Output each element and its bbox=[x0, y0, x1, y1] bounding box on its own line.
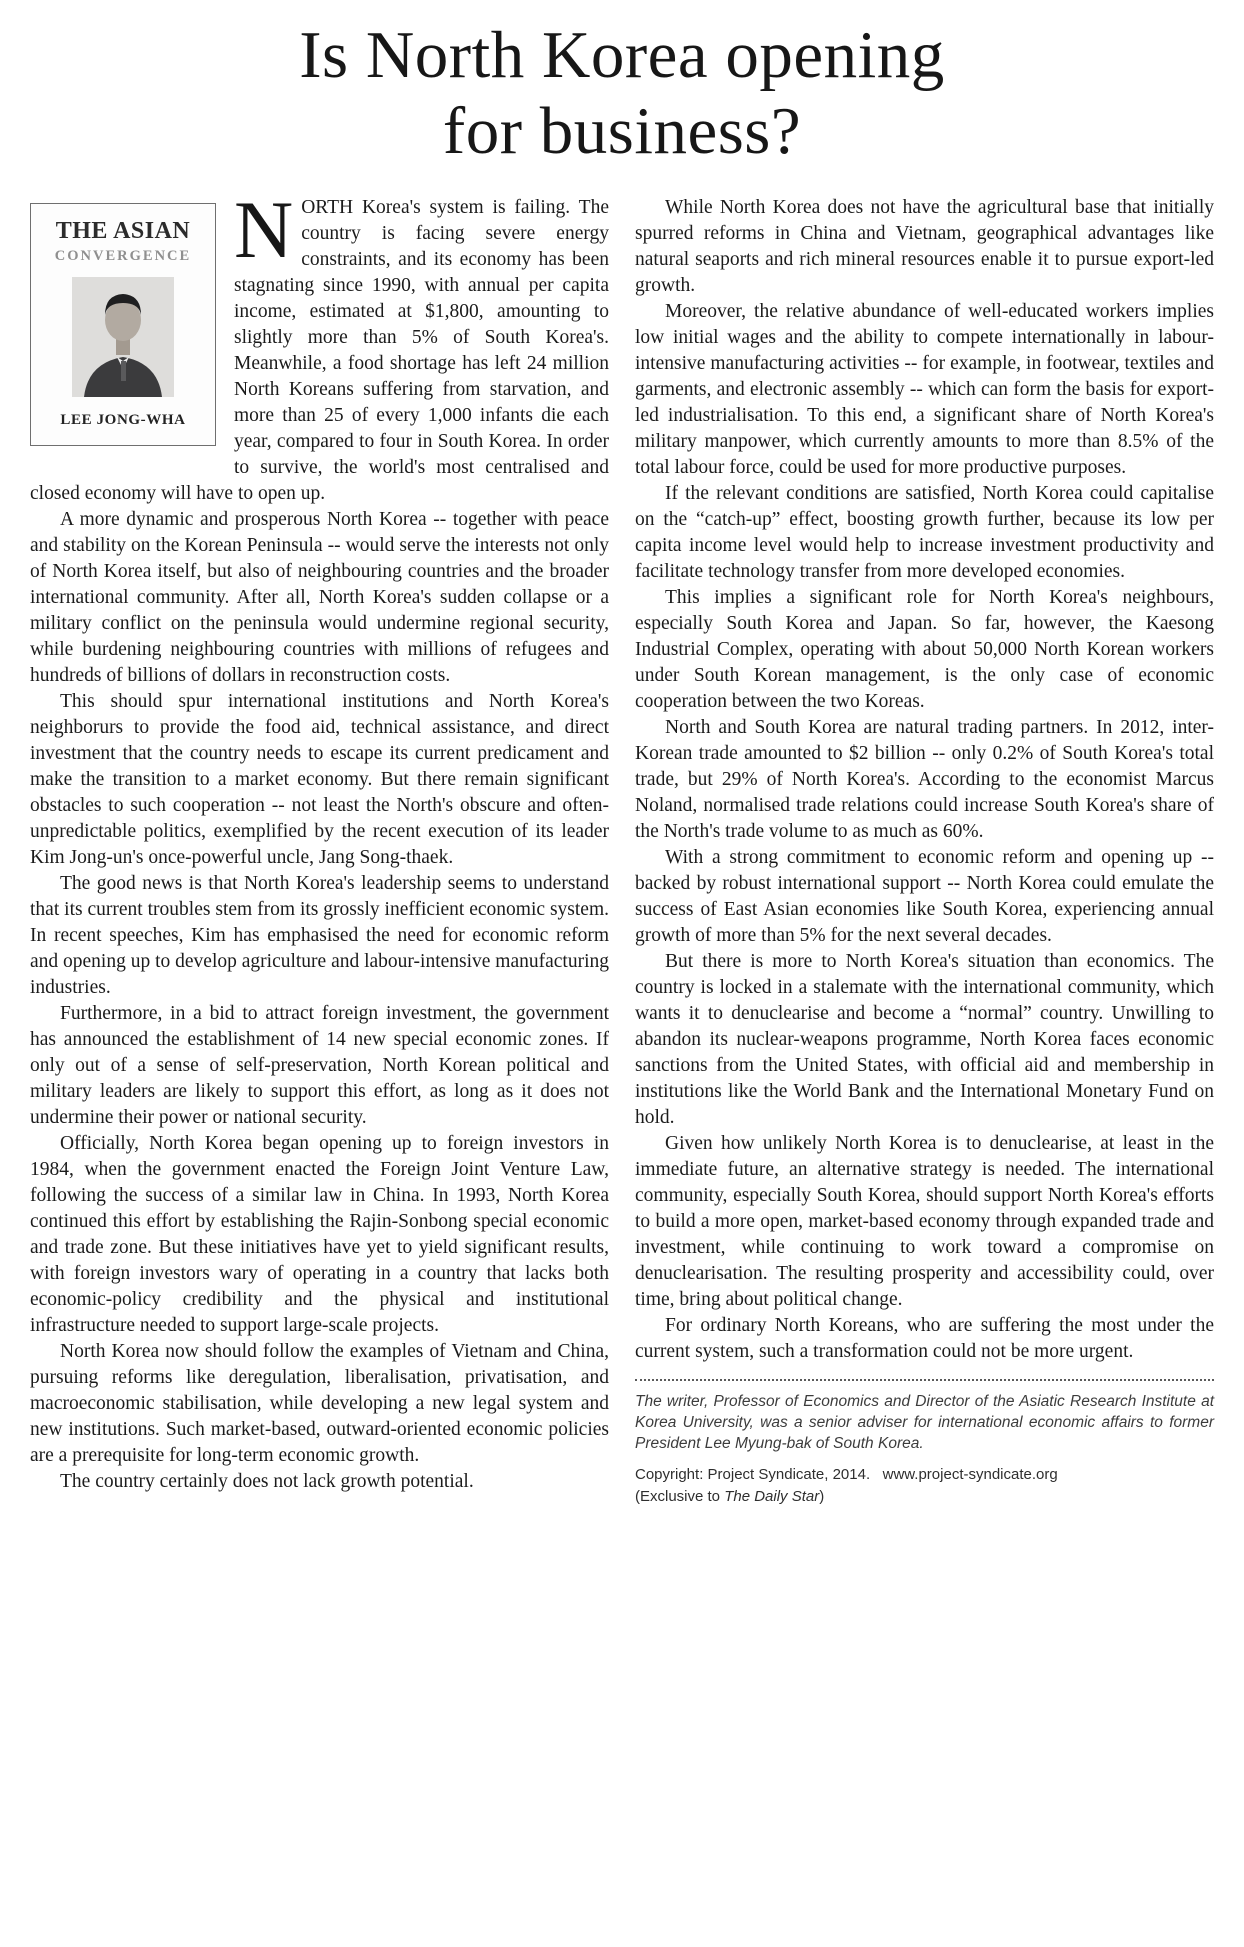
exclusive-line bbox=[635, 1486, 1214, 1508]
article-paragraph: With a strong commitment to economic reform and opening up -- backed by robust international support -- North Korea could emulate the success of East Asian economies like South Korea, experiencing annual growth of more than 5% for the next several decades. bbox=[635, 847, 1214, 947]
series-subtitle: CONVERGENCE bbox=[54, 247, 192, 264]
drop-cap: N bbox=[234, 184, 294, 276]
article-paragraph: North Korea now should follow the examples of Vietnam and China, pursuing reforms like deregulation, liberalisation, privatisation, and macroeconomic stabilisation, while developing a new legal system and new institutions. Such market-based, outward-oriented economic policies are a prerequisite for long-term economic growth. bbox=[30, 1341, 609, 1467]
exclusive-publication-name: The Daily Star bbox=[724, 1488, 820, 1506]
article-columns bbox=[30, 184, 1214, 1508]
dotted-divider bbox=[635, 1379, 1214, 1381]
article-paragraph: This should spur international institutions and North Korea's neighborurs to provide the food aid, technical assistance, and direct investment that the country needs to escape its current predicament and make the transition to a market economy. But there remain significant obstacles to such cooperation -- not least the North's obscure and often-unpredictable politics, exemplified by the recent execution of its leader Kim Jong-un's once-powerful uncle, Jang Song-thaek. bbox=[30, 691, 609, 869]
author-bio: The writer, Professor of Economics and Director of the Asiatic Research Institute at Korea University, was a senior adviser for international economic affairs to former President Lee Myung-bak of South Korea. bbox=[635, 1393, 1214, 1453]
article-paragraph: Officially, North Korea began opening up to foreign investors in 1984, when the government enacted the Foreign Joint Venture Law, following the success of a similar law in China. In 1993, North Korea continued this effort by establishing the Rajin-Sonbong special economic and trade zone. But these initiatives have yet to yield significant results, with foreign investors wary of operating in a country that lacks both economic-policy credibility and the physical and institutional infrastructure needed to support large-scale projects. bbox=[30, 1133, 609, 1337]
headline-line-1: Is North Korea opening bbox=[299, 18, 945, 92]
headline-line-2: for business? bbox=[442, 93, 802, 168]
article-paragraph: North and South Korea are natural trading partners. In 2012, inter-Korean trade amounted to $2 billion -- only 0.2% of South Korea's total trade, but 29% of North Korea's. According to the economist Marcus Noland, normalised trade relations could increase South Korea's share of the North's trade volume to as much as 60%. bbox=[635, 717, 1214, 843]
exclusive-suffix: ) bbox=[819, 1488, 825, 1506]
article-paragraph: A more dynamic and prosperous North Korea -- together with peace and stability on the Korean Peninsula -- would serve the interests not only of North Korea itself, but also of neighbouring countries and the broader international community. After all, North Korea's sudden collapse or a military conflict on the peninsula would undermine regional security, while burdening neighbouring countries with millions of refugees and hundreds of billions of dollars in reconstruction costs. bbox=[30, 509, 609, 687]
author-name: LEE JONG-WHA bbox=[60, 412, 186, 429]
column-right bbox=[635, 195, 1214, 1508]
column-right-paragraphs bbox=[635, 195, 1214, 1365]
series-title: THE ASIAN bbox=[55, 218, 191, 245]
article-paragraph: The country certainly does not lack growth potential. bbox=[60, 1471, 474, 1493]
byline-box bbox=[30, 203, 216, 446]
article-footer bbox=[635, 1379, 1214, 1508]
copyright-line: Copyright: Project Syndicate, 2014. www.project-syndicate.org bbox=[635, 1466, 1058, 1484]
article-paragraph: Given how unlikely North Korea is to denuclearise, at least in the immediate future, an alternative strategy is needed. The international community, especially South Korea, should support North Korea's efforts to build a more open, market-based economy through expanded trade and investment, while continuing to work toward a compromise on denuclearisation. The resulting prosperity and accessibility could, over time, bring about political change. bbox=[635, 1133, 1214, 1311]
article-paragraph: If the relevant conditions are satisfied, North Korea could capitalise on the “catch-up” effect, boosting growth further, because its low per capita income level would help to increase investment productivity and facilitate technology transfer from more developed economies. bbox=[635, 483, 1214, 583]
article-paragraph: For ordinary North Koreans, who are suffering the most under the current system, such a transformation could not be more urgent. bbox=[635, 1315, 1214, 1363]
article-headline bbox=[30, 18, 1214, 169]
column-left-paragraphs bbox=[30, 507, 609, 1495]
column-left bbox=[30, 184, 610, 1508]
article-paragraph: Furthermore, in a bid to attract foreign investment, the government has announced the establishment of 14 new special economic zones. If only out of a sense of self-preservation, North Korean political and military leaders are likely to support this effort, as long as it does not undermine their power or national security. bbox=[30, 1003, 609, 1129]
opening-paragraph-text: ORTH Korea's system is failing. The country is facing severe energy constraints, and its economy has been stagnating since 1990, with annual per capita income, estimated at $1,800, amounting to slightly more than 5% of South Korea's. Meanwhile, a food shortage has left 24 million North Koreans suffering from starvation, and more than 25 of every 1,000 infants die each year, compared to four in South Korea. In order to survive, the world's most centralised and closed economy will have to open up. bbox=[30, 197, 609, 505]
article-paragraph: The good news is that North Korea's leadership seems to understand that its current troubles stem from its grossly inefficient economic system. In recent speeches, Kim has emphasised the need for economic reform and opening up to develop agriculture and labour-intensive manufacturing industries. bbox=[30, 873, 610, 999]
exclusive-prefix: (Exclusive to bbox=[635, 1488, 725, 1506]
article-paragraph: Moreover, the relative abundance of well-educated workers implies low initial wages and the ability to compete internationally in labour-intensive manufacturing activities -- for example, in footwear, textiles and garments, and electronic assembly -- which can form the basis for export-led industrialisation. To this end, a significant share of North Korea's military manpower, which currently amounts to more than 8.5% of the total labour force, could be used for more productive purposes. bbox=[635, 301, 1214, 479]
author-portrait-icon bbox=[72, 277, 174, 397]
article-paragraph: While North Korea does not have the agricultural base that initially spurred reforms in China and Vietnam, geographical advantages like natural seaports and rich mineral resources enable it to pursue export-led growth. bbox=[635, 197, 1214, 297]
article-paragraph: This implies a significant role for North Korea's neighbours, especially South Korea and Japan. So far, however, the Kaesong Industrial Complex, operating with about 50,000 North Korean workers under South Korean management, is the only case of economic cooperation between the two Koreas. bbox=[635, 587, 1214, 713]
article-paragraph: But there is more to North Korea's situation than economics. The country is locked in a stalemate with the international community, which wants it to denuclearise and become a “normal” country. Unwilling to abandon its nuclear-weapons programme, North Korea faces economic sanctions from the United States, with official aid and membership in institutions like the World Bank and the International Monetary Fund on hold. bbox=[635, 951, 1214, 1129]
